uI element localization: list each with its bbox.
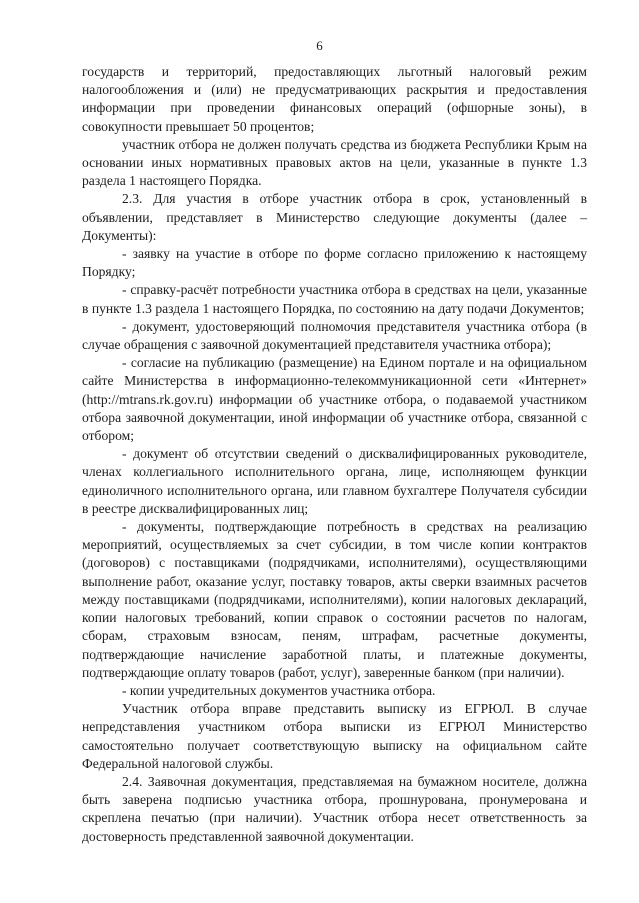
paragraph-egrul-extract: Участник отбора вправе представить выписку из ЕГРЮЛ. В случае непредставления участником отбора выписки из ЕГРЮЛ Министерство самостоятельно получает соответствующую выписку на официальном сайте Федеральной налоговой службы. <box>82 701 587 771</box>
paragraph-2-3-documents: 2.3. Для участия в отборе участник отбора в срок, установленный в объявлении, представляет в Министерство следующие документы (далее – Документы): <box>82 191 587 243</box>
list-item-calculation: - справку-расчёт потребности участника отбора в средствах на цели, указанные в пункте 1.3 раздела 1 настоящего Порядка, по состоянию на дату подачи Документов; <box>82 282 587 316</box>
paragraph-no-other-funds: участник отбора не должен получать средства из бюджета Республики Крым на основании иных нормативных правовых актов на цели, указанные в пункте 1.3 раздела 1 настоящего Порядка. <box>82 136 587 189</box>
page-number: 6 <box>316 38 323 53</box>
paragraph-offshore-continuation: государств и территорий, предоставляющих льготный налоговый режим налогообложения и (или) не предусматривающих раскрытия и предоставления информации при проведении финансовых операций (офшорные зоны), в совокупности превышает 50 процентов; <box>82 64 587 134</box>
document-body <box>82 63 587 846</box>
list-item-founding-documents: - копии учредительных документов участника отбора. <box>122 682 436 698</box>
paragraph-2-4-paper-documents: 2.4. Заявочная документация, представляемая на бумажном носителе, должна быть заверена подписью участника отбора, прошнурована, пронумерована и скреплена печатью (при наличии). Участник отбора несет ответственность за достоверность представленной заявочной документации. <box>82 773 587 844</box>
list-item-application: - заявку на участие в отборе по форме согласно приложению к настоящему Порядку; <box>82 246 587 280</box>
list-item-disqualification-certificate: - документ об отсутствии сведений о дисквалифицированных руководителе, членах коллегиального исполнительного органа, лице, исполняющем функции единоличного исполнительного органа, или главном бухгалтере Получателя субсидии в реестре дисквалифицированных лиц; <box>82 446 587 516</box>
list-item-representative-authority: - документ, удостоверяющий полномочия представителя участника отбора (в случае обращения с заявочной документацией представителя участника отбора); <box>82 318 587 353</box>
list-item-publication-consent: - согласие на публикацию (размещение) на Едином портале и на официальном сайте Министерства в информационно-телекоммуникационной сети «Интернет» (http://mtrans.rk.gov.ru) информации об участнике отбора, о подаваемой участником отбора заявочной документации, иной информации об участнике отбора, связанной с отбором; <box>82 355 587 444</box>
list-item-supporting-documents: - документы, подтверждающие потребность в средствах на реализацию мероприятий, осуществляемых за счет субсидии, в том числе копии контрактов (договоров) с поставщиками (подрядчиками, исполнителями), осуществляющими выполнение работ, оказание услуг, поставку товаров, акты сверки взаимных расчетов между поставщиками (подрядчиками, исполнителями), копии налоговых деклараций, копии налоговых требований, копии справок о состоянии расчетов по налогам, сборам, страховым взносам, пеням, штрафам, расчетные документы, подтверждающие начисление заработной платы, и платежные документы, подтверждающие оплату товаров (работ, услуг), заверенные банком (при наличии). <box>82 519 587 680</box>
